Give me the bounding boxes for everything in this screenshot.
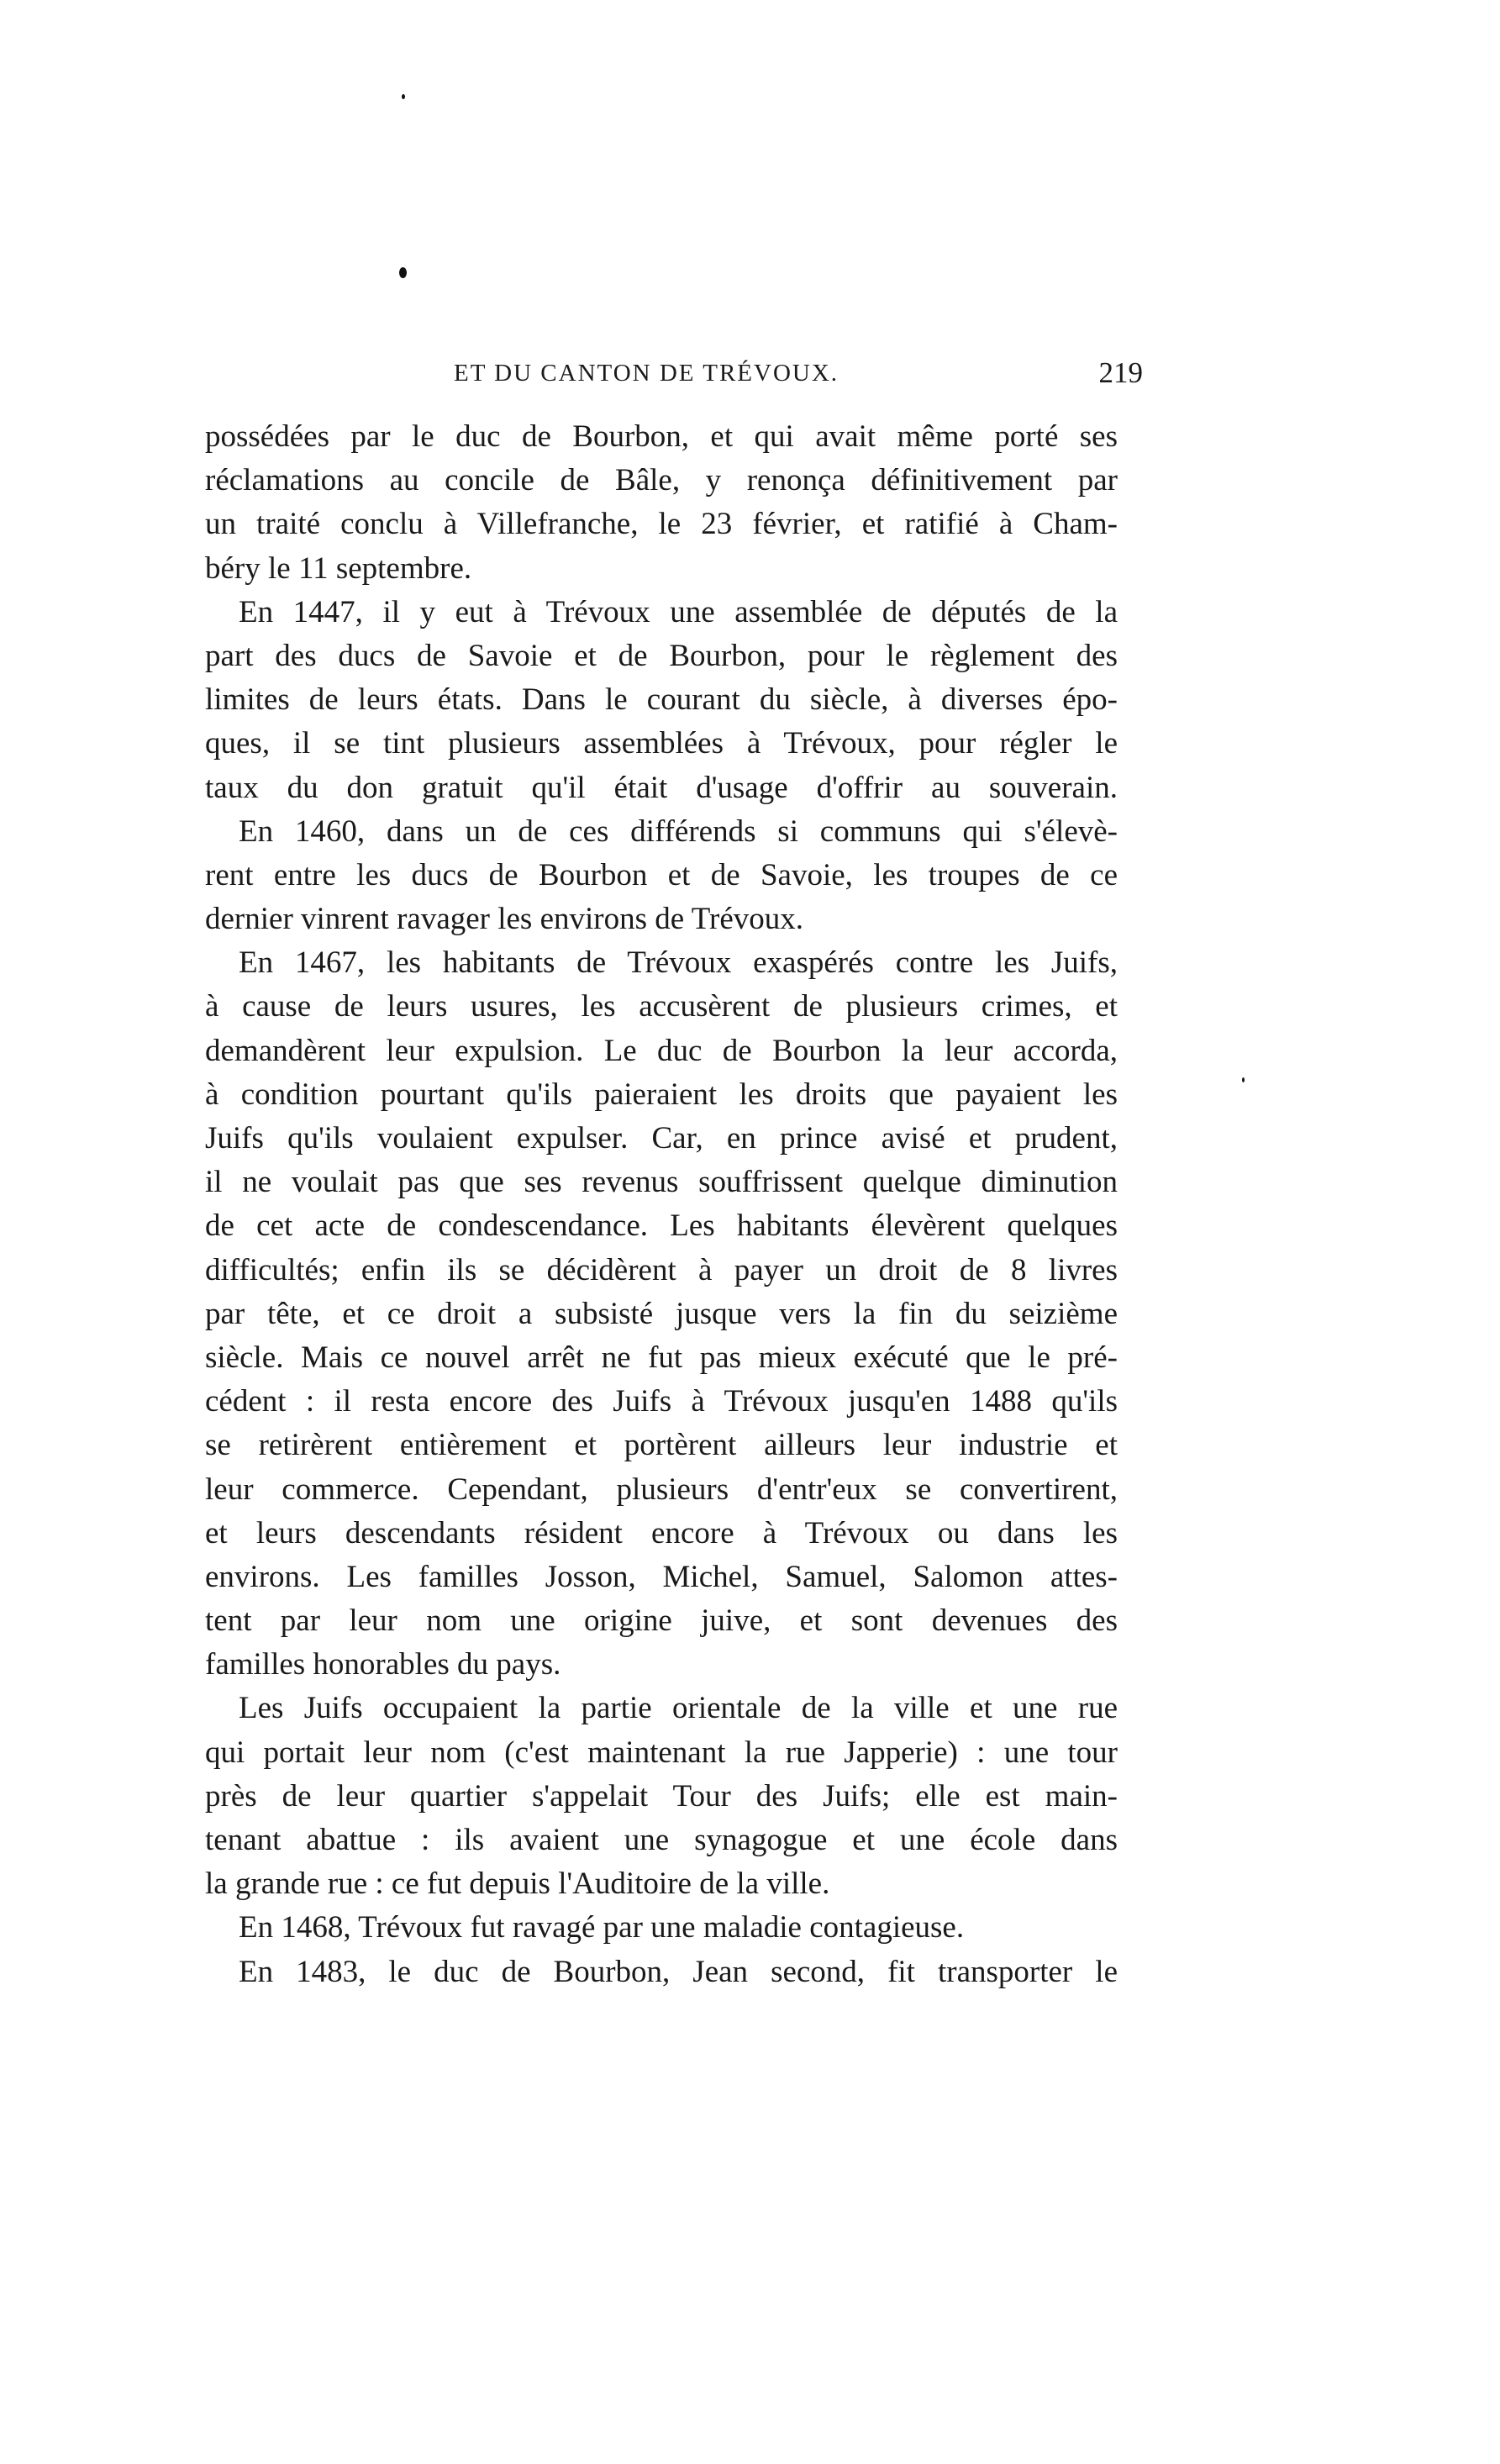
text-line: tent par leur nom une origine juive, et sont devenues des [205, 1603, 1118, 1639]
text-line: à cause de leurs usures, les accusèrent de plusieurs crimes, et [205, 989, 1118, 1024]
text-line: demandèrent leur expulsion. Le duc de Bourbon la leur accorda, [205, 1033, 1118, 1068]
text-line: siècle. Mais ce nouvel arrêt ne fut pas mieux exécuté que le pré- [205, 1340, 1118, 1375]
text-line: difficultés; enfin ils se décidèrent à payer un droit de 8 livres [205, 1252, 1118, 1287]
text-line: se retirèrent entièrement et portèrent ailleurs leur industrie et [205, 1428, 1118, 1463]
text-line: part des ducs de Savoie et de Bourbon, pour le règlement des [205, 638, 1118, 673]
text-line: possédées par le duc de Bourbon, et qui avait même porté ses [205, 419, 1118, 454]
page-number: 219 [1098, 356, 1143, 389]
running-title: ET DU CANTON DE TRÉVOUX. [454, 360, 839, 387]
text-line: béry le 11 septembre. [205, 550, 472, 586]
text-line: En 1483, le duc de Bourbon, Jean second, fit transporter le [239, 1954, 1118, 1989]
text-line: familles honorables du pays. [205, 1647, 561, 1682]
text-line: Juifs qu'ils voulaient expulser. Car, en prince avisé et prudent, [205, 1121, 1118, 1156]
text-line: En 1460, dans un de ces différends si communs qui s'élevè- [239, 813, 1118, 849]
text-line: En 1447, il y eut à Trévoux une assemblée de députés de la [239, 594, 1118, 629]
text-line: rent entre les ducs de Bourbon et de Savoie, les troupes de ce [205, 857, 1118, 892]
text-line: de cet acte de condescendance. Les habitants élevèrent quelques [205, 1208, 1118, 1244]
text-line: tenant abattue : ils avaient une synagogue et une école dans [205, 1823, 1118, 1857]
text-line: limites de leurs états. Dans le courant du siècle, à diverses épo- [205, 682, 1118, 718]
text-line: En 1467, les habitants de Trévoux exaspérés contre les Juifs, [239, 945, 1118, 981]
text-line: environs. Les familles Josson, Michel, Samuel, Salomon attes- [205, 1559, 1118, 1594]
ink-speck [402, 94, 405, 99]
text-line: la grande rue : ce fut depuis l'Auditoire de la ville. [205, 1866, 830, 1902]
text-line: taux du don gratuit qu'il était d'usage d'offrir au souverain. [205, 770, 1118, 805]
text-line: un traité conclu à Villefranche, le 23 février, et ratifié à Cham- [205, 507, 1118, 542]
text-line: près de leur quartier s'appelait Tour des Juifs; elle est main- [205, 1778, 1118, 1814]
text-line: leur commerce. Cependant, plusieurs d'entr'eux se convertirent, [205, 1472, 1118, 1507]
text-line: à condition pourtant qu'ils paieraient les droits que payaient les [205, 1077, 1118, 1112]
page-header [454, 356, 1143, 402]
text-line: En 1468, Trévoux fut ravagé par une maladie contagieuse. [239, 1910, 965, 1945]
text-line: par tête, et ce droit a subsisté jusque vers la fin du seizième [205, 1296, 1118, 1331]
text-line: ques, il se tint plusieurs assemblées à Trévoux, pour régler le [205, 726, 1118, 761]
ink-speck [399, 267, 407, 278]
text-line: cédent : il resta encore des Juifs à Trévoux jusqu'en 1488 qu'ils [205, 1384, 1118, 1419]
text-line: dernier vinrent ravager les environs de Trévoux. [205, 902, 804, 937]
text-line: il ne voulait pas que ses revenus souffrissent quelque diminution [205, 1165, 1118, 1200]
text-line: réclamations au concile de Bâle, y renonça définitivement par [205, 463, 1118, 498]
text-line: et leurs descendants résident encore à Trévoux ou dans les [205, 1515, 1118, 1551]
text-line: qui portait leur nom (c'est maintenant la rue Japperie) : une tour [205, 1735, 1118, 1770]
body-text [205, 415, 1118, 1994]
text-line: Les Juifs occupaient la partie orientale de la ville et une rue [239, 1691, 1118, 1726]
ink-speck [1242, 1077, 1245, 1082]
